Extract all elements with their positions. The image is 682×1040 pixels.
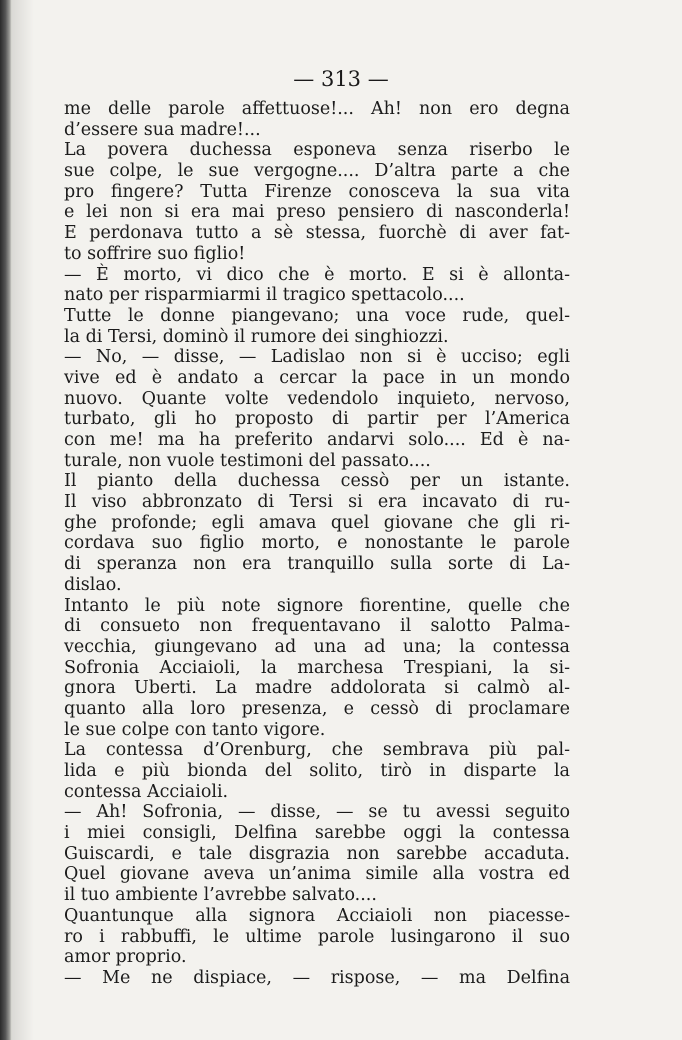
text-line: dislao. [64, 574, 122, 595]
text-line: sue colpe, le sue vergogne.... D’altra parte a che [64, 161, 570, 182]
text-line: nato per risparmiarmi il tragico spettacolo.... [64, 285, 465, 306]
text-line: Sofronia Acciaioli, la marchesa Trespiani, la si- [64, 657, 570, 678]
text-line: vive ed è andato a cercar la pace in un mondo [64, 367, 570, 388]
text-line: La contessa d’Orenburg, che sembrava più pal- [64, 740, 570, 761]
text-line: il tuo ambiente l’avrebbe salvato.... [64, 885, 377, 906]
text-line: La povera duchessa esponeva senza riserbo le [64, 140, 570, 161]
text-line: i miei consigli, Delfina sarebbe oggi la contessa [64, 823, 570, 844]
text-line: to soffrire suo figlio! [64, 243, 246, 264]
text-line: Quantunque alla signora Acciaioli non piacesse- [64, 905, 570, 926]
text-line: amor proprio. [64, 947, 187, 968]
text-line: E perdonava tutto a sè stessa, fuorchè di aver fat- [64, 223, 570, 244]
text-line: turale, non vuole testimoni del passato.... [64, 450, 431, 471]
text-line: con me! ma ha preferito andarvi solo.... Ed è na- [64, 430, 570, 450]
text-line: — No, — disse, — Ladislao non si è ucciso; egli [64, 347, 570, 368]
text-line: Tutte le donne piangevano; una voce rude, quel- [64, 305, 570, 326]
page-binding-edge [0, 0, 12, 1040]
text-line: di speranza non era tranquillo sulla sorte di La- [64, 554, 570, 575]
page-number: — 313 — [293, 67, 389, 91]
text-line: lida e più bionda del solito, tirò in disparte la [64, 761, 570, 781]
text-line: pro fingere? Tutta Firenze conosceva la sua vita [64, 181, 570, 202]
text-line: me delle parole affettuose!... Ah! non ero degna [64, 99, 570, 119]
text-line: Quel giovane aveva un’anima simile alla vostra ed [64, 864, 570, 885]
text-line: di consueto non frequentavano il salotto Palma- [64, 616, 570, 637]
text-line: Guiscardi, e tale disgrazia non sarebbe accaduta. [64, 843, 570, 864]
text-line: e lei non si era mai preso pensiero di nasconderla! [64, 202, 570, 223]
text-line: Intanto le più note signore fiorentine, quelle che [64, 595, 570, 616]
text-line: la di Tersi, dominò il rumore dei singhiozzi. [64, 326, 449, 347]
text-line: quanto alla loro presenza, e cessò di proclamare [64, 698, 570, 719]
text-line: cordava suo figlio morto, e nonostante le parole [64, 533, 570, 554]
text-line: d’essere sua madre!... [64, 119, 261, 140]
text-line: nuovo. Quante volte vedendolo inquieto, nervoso, [64, 388, 570, 409]
text-line: — È morto, vi dico che è morto. E si è allonta- [64, 264, 570, 285]
text-line: ro i rabbuffi, le ultime parole lusingarono il suo [64, 926, 570, 947]
text-line: contessa Acciaioli. [64, 781, 229, 802]
text-line: Il viso abbronzato di Tersi si era incavato di ru- [64, 492, 570, 513]
text-line: — Me ne dispiace, — rispose, — ma Delfina [64, 967, 570, 988]
text-line: — Ah! Sofronia, — disse, — se tu avessi seguito [64, 802, 570, 823]
page-gutter-shadow [12, 0, 34, 1040]
text-line: le sue colpe con tanto vigore. [64, 719, 326, 740]
text-line: ghe profonde; egli amava quel giovane che gli ri- [64, 512, 570, 533]
text-line: vecchia, giungevano ad una ad una; la contessa [64, 636, 570, 657]
body-text [64, 99, 570, 989]
text-line: turbato, gli ho proposto di partir per l’America [64, 409, 570, 430]
text-line: Il pianto della duchessa cessò per un istante. [64, 471, 570, 492]
text-line: gnora Uberti. La madre addolorata si calmò al- [64, 678, 570, 699]
